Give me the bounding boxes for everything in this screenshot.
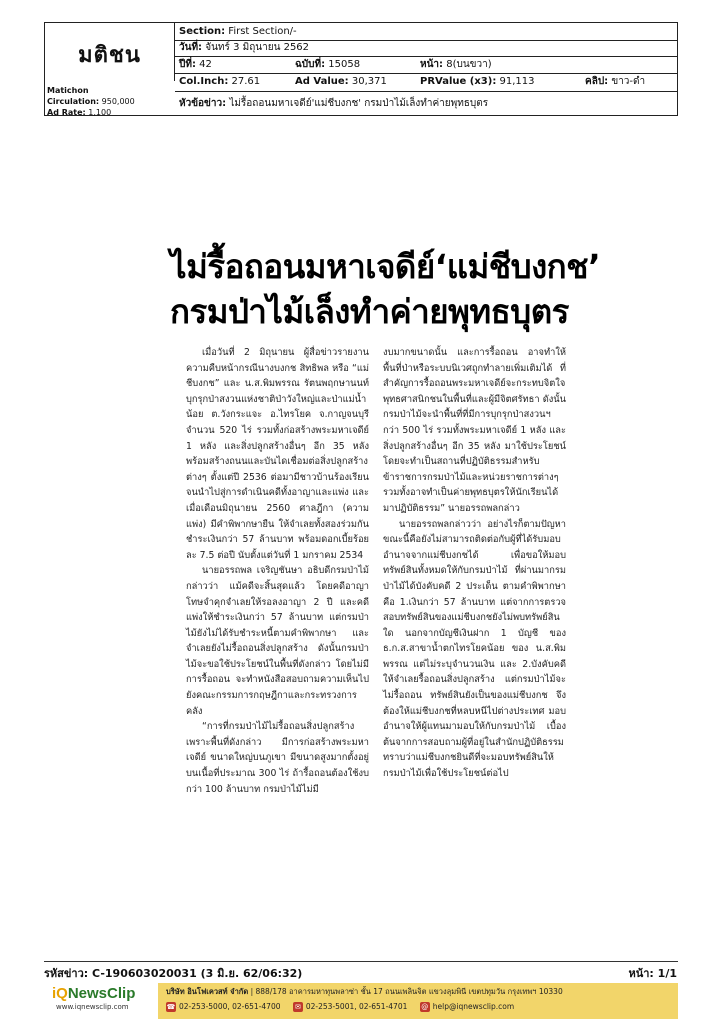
circulation-value: 950,000 (101, 97, 135, 106)
clip-field (585, 75, 645, 89)
iqnewsclip-logo (52, 985, 162, 1015)
page-label: หน้า: (420, 59, 444, 70)
clip-metadata-box (44, 22, 678, 116)
address-text: 888/178 อาคารมหาทุนพลาซ่า ชั้น 17 ถนนเพลินจิต แขวงลุมพินี เขตปทุมวัน กรุงเทพฯ 10330 (255, 987, 563, 996)
header-divider (175, 91, 677, 92)
brand-name: iQNewsClip (52, 985, 136, 1002)
year-label: ปีที่: (179, 59, 196, 70)
section-row (179, 25, 297, 39)
article-headline-line2: กรมป่าไม้เล็งทำค่ายพุทธบุตร (170, 292, 569, 331)
issue-field (295, 58, 360, 72)
company-address: บริษัท อินโฟเควสท์ จำกัด | 888/178 อาคารมหาทุนพลาซ่า ชั้น 17 ถนนเพลินจิต แขวงลุมพินี เขตปทุมวัน กรุงเทพฯ 10330 (166, 987, 563, 996)
clip-label: คลิป: (585, 76, 609, 87)
colinch-label: Col.Inch: (179, 76, 229, 87)
headline-label: หัวข้อข่าว: (179, 98, 227, 109)
news-code (44, 964, 302, 982)
news-code-label: รหัสข่าว: (44, 967, 89, 980)
prvalue-field (420, 75, 535, 89)
article-paragraph: “การที่กรมป่าไม้ไม่รื้อถอนสิ่งปลูกสร้างเพราะพื้นที่ดังกล่าว มีการก่อสร้างพระมหาเจดีย์ ขนาดใหญ่บนภูเขา มีขนาดสูงมากตั้งอยู่บนเนื้อที่ประมาณ 300 ไร่ ถ้ารื้อถอนต้องใช้งบกว่า 100 ล้านบาท กรมป่าไม้ไม่มี (186, 721, 369, 795)
clip-value: ขาว-ดำ (611, 76, 646, 87)
section-label: Section: (179, 26, 226, 37)
phone-icon: ☎ (166, 1003, 176, 1011)
colinch-field (179, 75, 260, 89)
advalue-value: 30,371 (351, 76, 387, 87)
issue-label: ฉบับที่: (295, 59, 326, 70)
colinch-value: 27.61 (231, 76, 261, 87)
advalue-field (295, 75, 387, 89)
fax-icon: ✉ (293, 1002, 303, 1012)
news-code-value: C-190603020031 (3 มิ.ย. 62/06:32) (92, 967, 303, 980)
newspaper-logo-box (45, 23, 175, 81)
section-value: First Section/- (228, 26, 297, 37)
header-divider (175, 56, 677, 57)
page-field (420, 58, 492, 72)
prvalue-value: 91,113 (499, 76, 535, 87)
article-column-2 (383, 345, 566, 782)
footer-divider (44, 961, 678, 962)
article-paragraph: งบมากขนาดนั้น และการรื้อถอน อาจทำให้พื้นที่ป่าหรือระบบนิเวศถูกทำลายเพิ่มเติมได้ ที่สำคัญการรื้อถอนพระมหาเจดีย์จะกระทบจิตใจพุทธศาสนิกชนในพื้นที่และผู้มีจิตศรัทธา ดังนั้นกรมป่าไม้จะนำพื้นที่ที่มีการบุกรุกป่าสงวนฯ กว่า 500 ไร่ รวมทั้งพระมหาเจดีย์ 1 หลัง และสิ่งปลูกสร้างอื่นๆ อีก 35 หลัง มาใช้ประโยชน์ โดยจะทำเป็นสถานที่ปฏิบัติธรรมสำหรับข้าราชการกรมป่าไม้และหน่วยราชการต่างๆ รวมทั้งอาจทำเป็นค่ายพุทธบุตรให้นักเรียนได้มาปฏิบัติธรรม” นายอรรถพลกล่าว (383, 347, 566, 514)
year-value: 42 (199, 59, 212, 70)
article-paragraph: เมื่อวันที่ 2 มิถุนายน ผู้สื่อข่าวรายงานความคืบหน้ากรณีนางบงกช สิทธิพล หรือ “แม่ชีบงกช” และ น.ส.พิมพรรณ รัตนพฤกษานนท์ บุกรุกป่าสงวนแห่งชาติป่าวังใหญ่และป่าแม่น้ำน้อย ต.วังกระแจะ อ.ไทรโยค จ.กาญจนบุรี จำนวน 520 ไร่ รวมทั้งก่อสร้างพระมหาเจดีย์ 1 หลัง และสิ่งปลูกสร้างอื่นๆ อีก 35 หลัง พร้อมสร้างถนนและบันไดเชื่อมต่อสิ่งปลูกสร้างต่างๆ ตั้งแต่ปี 2536 ต่อมามีชาวบ้านร้องเรียน จนนำไปสู่การดำเนินคดีทั้งอาญาและแพ่ง และเมื่อเดือนมิถุนายน 2560 ศาลฎีกา (ความแพ่ง) มีคำพิพากษายืน ให้จำเลยทั้งสองร่วมกันชำระเงินกว่า 57 ล้านบาท พร้อมดอกเบี้ยร้อยละ 7.5 ต่อปี นับตั้งแต่วันที่ 1 มกราคม 2534 (186, 347, 369, 561)
article-paragraph: นายอรรถพลกล่าวว่า อย่างไรก็ตามปัญหาขณะนี้คือยังไม่สามารถติดต่อกับผู้ที่ได้รับมอบอำนาจจากแม่ชีบงกชได้ เพื่อขอให้มอบทรัพย์สินทั้งหมดให้กับกรมป่าไม้ ที่ผ่านมากรมป่าไม้ได้บังคับคดี 2 ประเด็น ตามคำพิพากษา คือ 1.เงินกว่า 57 ล้านบาท แต่จากการตรวจสอบทรัพย์สินของแม่ชีบงกชยังไม่พบทรัพย์สินใด นอกจากบัญชีเงินฝาก 1 บัญชี ของ ธ.ก.ส.สาขาน้ำตกไทรโยคน้อย ของ น.ส.พิมพรรณ แต่ไม่ระบุจำนวนเงิน และ 2.บังคับคดีให้จำเลยรื้อถอนสิ่งปลูกสร้าง แต่กรมป่าไม้จะไม่รื้อถอน ทรัพย์สินยังเป็นของแม่ชีบงกช จึงต้องให้แม่ชีบงกชที่หลบหนีไปต่างประเทศ มอบอำนาจให้ผู้แทนมามอบให้กับกรมป่าไม้ เบื้องต้นจากการสอบถามผู้ที่อยู่ในสำนักปฏิบัติธรรม ทราบว่าแม่ชีบงกชยินดีที่จะมอบทรัพย์สินให้กรมป่าไม้เพื่อใช้ประโยชน์ต่อไป (383, 518, 566, 780)
phone-text: 02-253-5000, 02-651-4700 (179, 1002, 281, 1011)
prvalue-label: PRValue (x3): (420, 76, 497, 87)
date-value: จันทร์ 3 มิถุนายน 2562 (205, 42, 310, 53)
ad-rate-label: Ad Rate: (47, 108, 86, 117)
article-paragraph: นายอรรถพล เจริญชันษา อธิบดีกรมป่าไม้ กล่าวว่า แม้คดีจะสิ้นสุดแล้ว โดยคดีอาญาโทษจำคุกจำเลยให้รอลงอาญา 2 ปี และคดีแพ่งให้ชำระเงินกว่า 57 ล้านบาท แต่กรมป่าไม้ยังไม่ได้รับชำระหนี้ตามคำพิพากษา และจำเลยยังไม่รื้อถอนสิ่งปลูกสร้าง ดังนั้นกรมป่าไม้จะขอใช้ประโยชน์ในพื้นที่ดังกล่าว โดยไม่มีการรื้อถอน จะทำหนังสือสอบถามความเห็นไปยังคณะกรรมการกฤษฎีกาและกระทรวงการคลัง (186, 565, 369, 717)
publication-stats (47, 85, 173, 118)
footer-contact-bar (158, 983, 678, 1019)
brand-url: www.iqnewsclip.com (56, 1003, 129, 1011)
newspaper-logo: มติชน (78, 43, 141, 68)
ad-rate-value: 1,100 (88, 108, 112, 117)
date-row (179, 41, 309, 55)
article-column-1 (186, 345, 369, 797)
email-text: help@iqnewsclip.com (432, 1002, 515, 1011)
year-field (179, 58, 212, 72)
circulation-label: Circulation: (47, 97, 100, 106)
company-name: บริษัท อินโฟเควสท์ จำกัด (166, 987, 249, 996)
issue-value: 15058 (328, 59, 361, 70)
advalue-label: Ad Value: (295, 76, 349, 87)
publication-name: Matichon (47, 86, 89, 95)
date-label: วันที่: (179, 42, 203, 53)
headline-value: ไม่รื้อถอนมหาเจดีย์'แม่ชีบงกช' กรมป่าไม้เล็งทำค่ายพุทธบุตร (229, 98, 489, 109)
email-icon: @ (421, 1003, 429, 1011)
contact-info (166, 1002, 514, 1012)
article-headline-line1: ไม่รื้อถอนมหาเจดีย์‘แม่ชีบงกช’ (170, 247, 601, 286)
footer-page (628, 964, 677, 982)
header-divider (175, 73, 677, 74)
page-value: 8(บนขวา) (446, 59, 492, 70)
fax-text: 02-253-5001, 02-651-4701 (305, 1002, 408, 1011)
footer-page-label: หน้า: (628, 967, 654, 980)
footer-page-value: 1/1 (657, 967, 677, 980)
headline-row (179, 97, 488, 111)
